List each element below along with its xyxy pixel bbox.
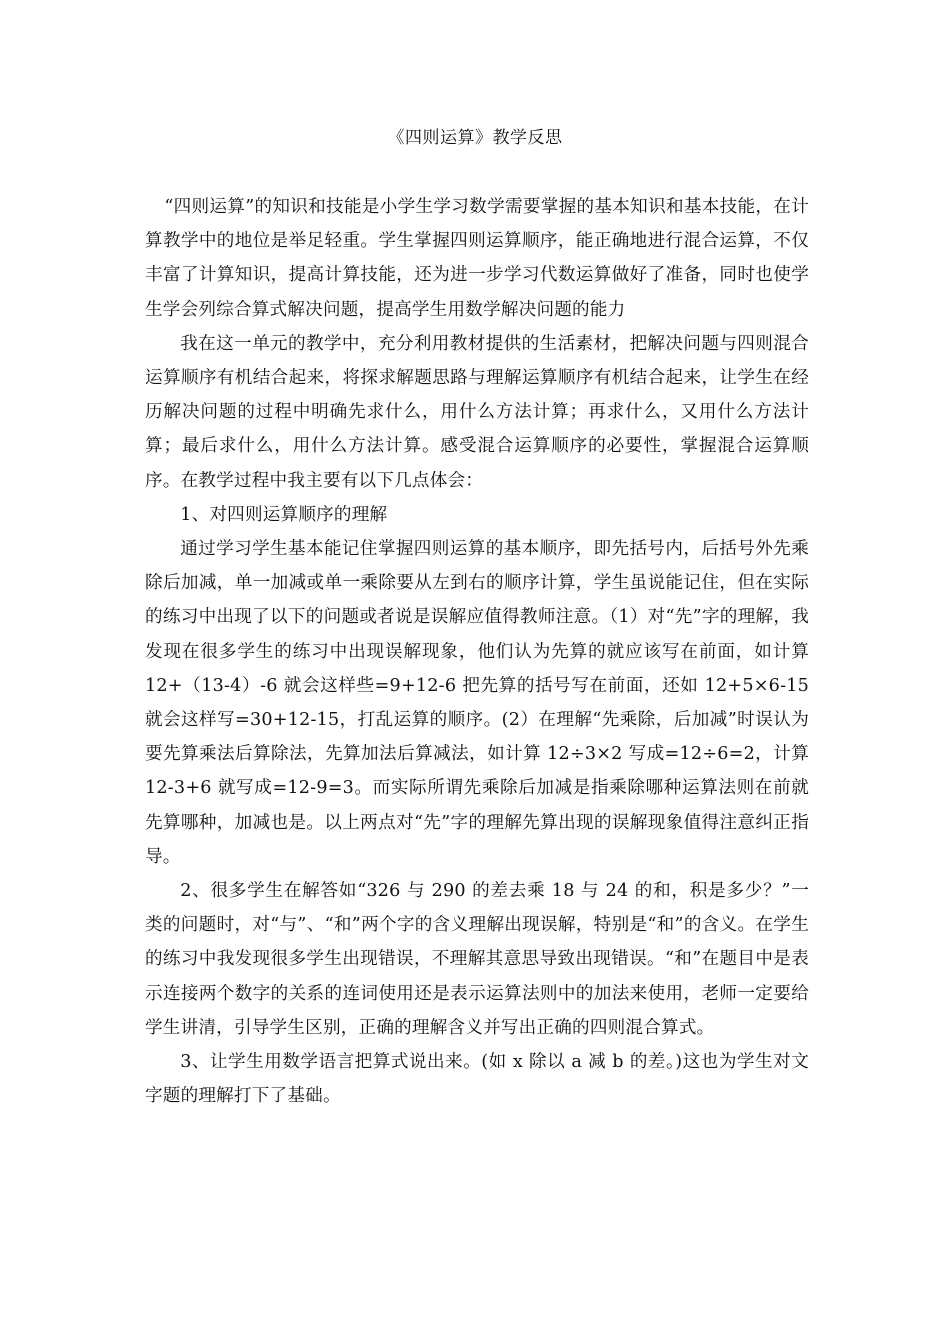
document-title: 《四则运算》教学反思	[387, 128, 563, 148]
document-body	[145, 190, 809, 1113]
paragraph-point-1-body: 通过学习学生基本能记住掌握四则运算的基本顺序，即先括号内，后括号外先乘除后加减，单一加减或单一乘除要从左到右的顺序计算，学生虽说能记住，但在实际的练习中出现了以下的问题或者说是误解应值得教师注意。（1）对“先”字的理解，我发现在很多学生的练习中出现误解现象，他们认为先算的就应该写在前面，如计算 12+（13-4）-6 就会这样些=9+12-6 把先算的括号写在前面，还如 12+5×6-15 就会这样写=30+12-15，打乱运算的顺序。(2）在理解“先乘除，后加减”时误认为要先算乘法后算除法，先算加法后算减法，如计算 12÷3×2 写成=12÷6=2，计算 12-3+6 就写成=12-9=3。而实际所谓先乘除后加减是指乘除哪种运算法则在前就先算哪种，加减也是。以上两点对“先”字的理解先算出现的误解现象值得注意纠正指导。	[145, 539, 809, 867]
paragraph-point-1-heading: 1、对四则运算顺序的理解	[180, 504, 388, 525]
paragraph-point-2: 2、很多学生在解答如“326 与 290 的差去乘 18 与 24 的和，积是多少？”一类的问题时，对“与”、“和”两个字的含义理解出现误解，特别是“和”的含义。在学生的练习中我发现很多学生出现错误，不理解其意思导致出现错误。“和”在题目中是表示连接两个数字的关系的连词使用还是表示运算法则中的加法来使用，老师一定要给学生讲清，引导学生区别，正确的理解含义并写出正确的四则混合算式。	[145, 881, 809, 1038]
paragraph-teaching-approach: 我在这一单元的教学中，充分利用教材提供的生活素材，把解决问题与四则混合运算顺序有机结合起来，将探求解题思路与理解运算顺序有机结合起来，让学生在经历解决问题的过程中明确先求什么，用什么方法计算；再求什么，又用什么方法计算；最后求什么，用什么方法计算。感受混合运算顺序的必要性，掌握混合运算顺序。在教学过程中我主要有以下几点体会：	[145, 333, 809, 491]
paragraph-intro: “四则运算”的知识和技能是小学生学习数学需要掌握的基本知识和基本技能，在计算教学中的地位是举足轻重。学生掌握四则运算顺序，能正确地进行混合运算，不仅丰富了计算知识，提高计算技能，还为进一步学习代数运算做好了准备，同时也使学生学会列综合算式解决问题，提高学生用数学解决问题的能力	[145, 197, 809, 320]
paragraph-point-3: 3、让学生用数学语言把算式说出来。(如 x 除以 a 减 b 的差。)这也为学生对文字题的理解打下了基础。	[145, 1052, 809, 1107]
